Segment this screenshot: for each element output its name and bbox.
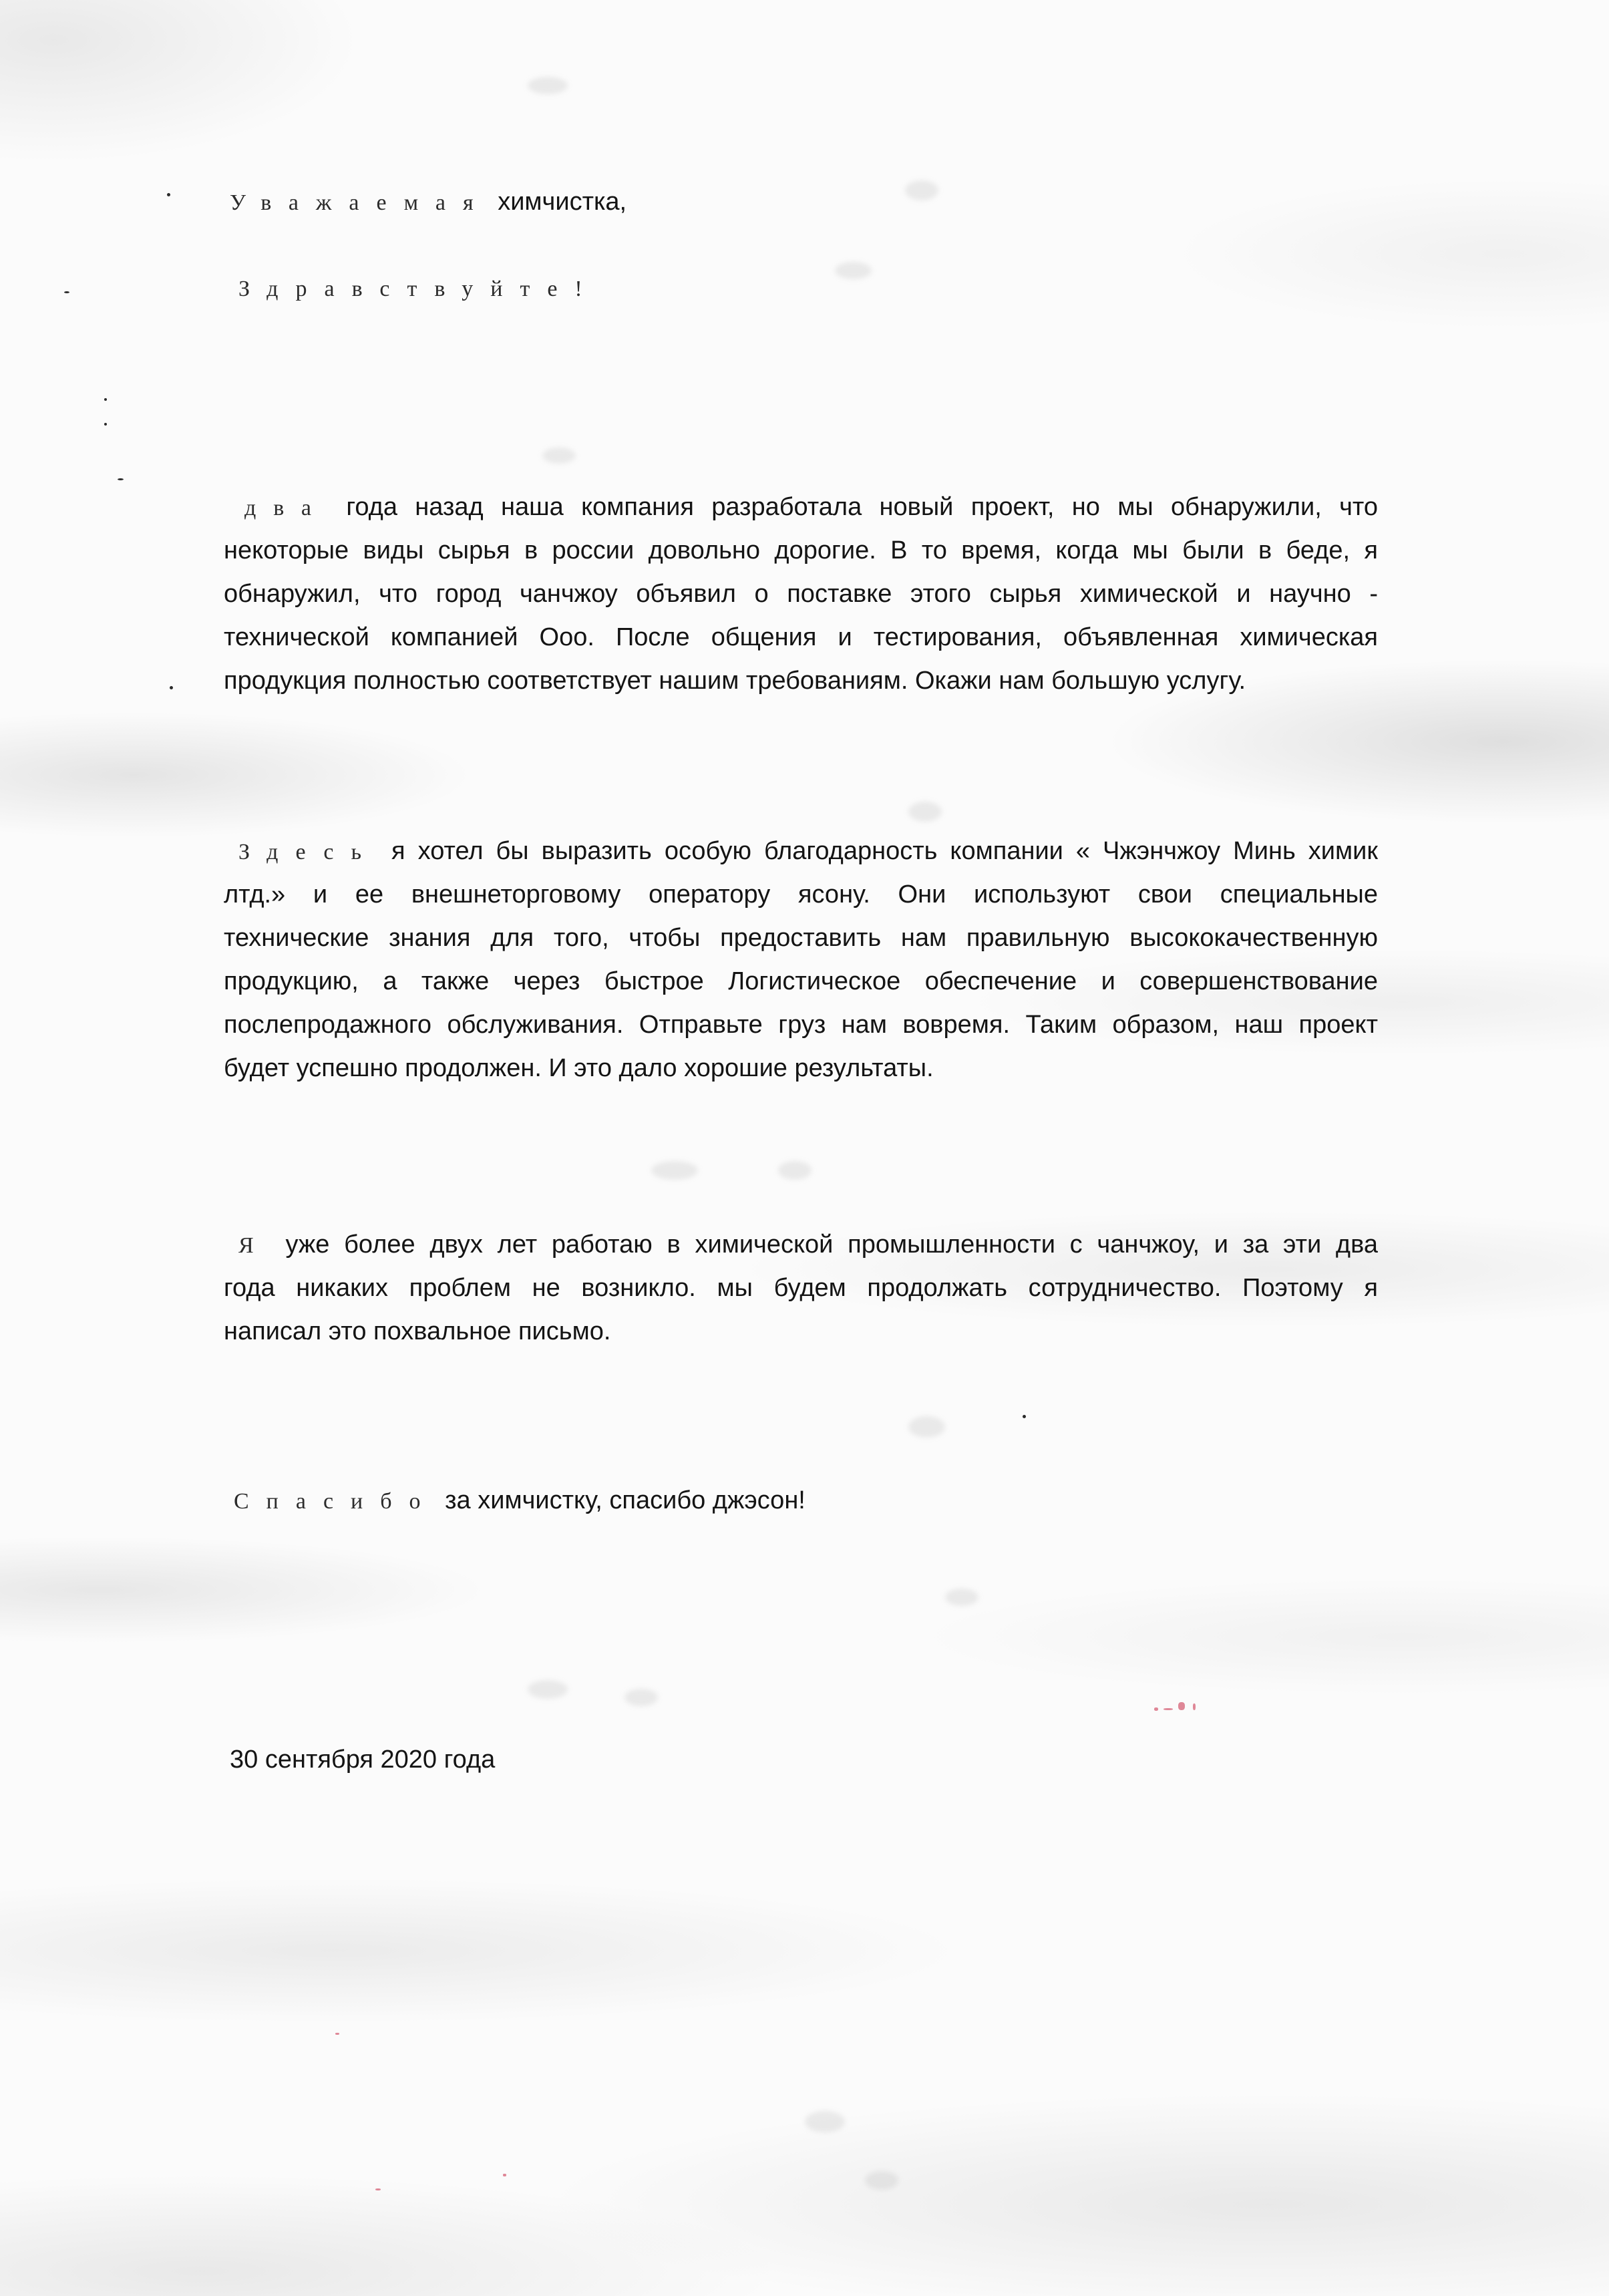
line-text: я хотел бы выразить особую благодарность компании « Чжэнчжоу Минь химик — [391, 837, 1378, 865]
ghost-smudge — [651, 1161, 698, 1180]
body-line: обнаружил, что город чанчжоу объявил о поставке этого сырья химической и научно - — [224, 580, 1378, 608]
body-line: технические знания для того, чтобы предоставить нам правильную высококачественную — [224, 924, 1378, 952]
closing-text: за химчистку, спасибо джэсон! — [445, 1486, 806, 1514]
red-mark — [1164, 1708, 1173, 1710]
red-mark — [335, 2033, 339, 2035]
body-line — [224, 830, 1378, 873]
salutation-text: Здравствуйте! — [238, 277, 600, 301]
body-line: послепродажного обслуживания. Отправьте груз нам вовремя. Таким образом, наш проект — [224, 1011, 1378, 1039]
body-line: некоторые виды сырья в россии довольно дорогие. В то время, когда мы были в беде, я — [224, 536, 1378, 564]
speck — [118, 478, 124, 480]
ghost-smudge — [528, 77, 568, 94]
paragraph-3 — [224, 1223, 1378, 1353]
greeting-text: химчистка, — [498, 188, 627, 216]
closing-lead: Спасибо — [234, 1489, 438, 1514]
ghost-smudge — [542, 448, 576, 464]
ghost-smudge — [624, 1689, 658, 1706]
paragraph-lead: Здесь — [238, 840, 379, 864]
paragraph-lead: два — [244, 496, 329, 520]
red-mark — [1154, 1707, 1158, 1711]
line-text: года назад наша компания разработала новый проект, но мы обнаружили, что — [346, 493, 1378, 521]
ghost-smudge — [908, 802, 942, 822]
ghost-smudge — [865, 2171, 898, 2190]
ghost-smudge — [945, 1589, 978, 1606]
greeting — [230, 180, 627, 224]
body-line: года никаких проблем не возникло. мы будем продолжать сотрудничество. Поэтому я — [224, 1274, 1378, 1302]
speck — [64, 291, 69, 293]
speck — [167, 193, 170, 196]
body-line: технической компанией Ооо. После общения и тестирования, объявленная химическая — [224, 623, 1378, 651]
line-text: уже более двух лет работаю в химической промышленности с чанчжоу, и за эти два — [285, 1231, 1379, 1259]
red-mark — [375, 2188, 381, 2190]
body-line: лтд.» и ее внешнеторговому оператору ясону. Они используют свои специальные — [224, 880, 1378, 909]
speck — [170, 686, 173, 689]
ghost-smudge — [778, 1161, 812, 1180]
body-line: продукция полностью соответствует нашим требованиям. Окажи нам большую услугу. — [224, 667, 1246, 695]
speck — [1023, 1415, 1026, 1418]
salutation — [238, 267, 600, 310]
letter-date: 30 сентября 2020 года — [230, 1746, 496, 1774]
ghost-smudge — [908, 1416, 945, 1438]
body-line: будет успешно продолжен. И это дало хорошие результаты. — [224, 1054, 934, 1082]
red-mark — [503, 2174, 506, 2176]
body-line: написал это похвальное письмо. — [224, 1317, 611, 1345]
ghost-smudge — [905, 180, 938, 200]
ghost-smudge — [835, 262, 872, 279]
paragraph-lead: Я — [238, 1233, 271, 1258]
closing — [234, 1479, 806, 1522]
greeting-lead: Уважаемая — [230, 190, 491, 215]
body-line — [224, 1223, 1378, 1267]
paragraph-1 — [224, 486, 1378, 703]
speck — [104, 423, 107, 426]
red-mark — [1193, 1703, 1196, 1710]
ghost-smudge — [805, 2111, 845, 2132]
ghost-smudge — [528, 1680, 568, 1699]
speck — [104, 398, 107, 401]
body-line — [224, 486, 1378, 529]
red-mark — [1178, 1702, 1185, 1710]
paragraph-2 — [224, 830, 1378, 1090]
body-line: продукцию, а также через быстрое Логистическое обеспечение и совершенствование — [224, 967, 1378, 995]
